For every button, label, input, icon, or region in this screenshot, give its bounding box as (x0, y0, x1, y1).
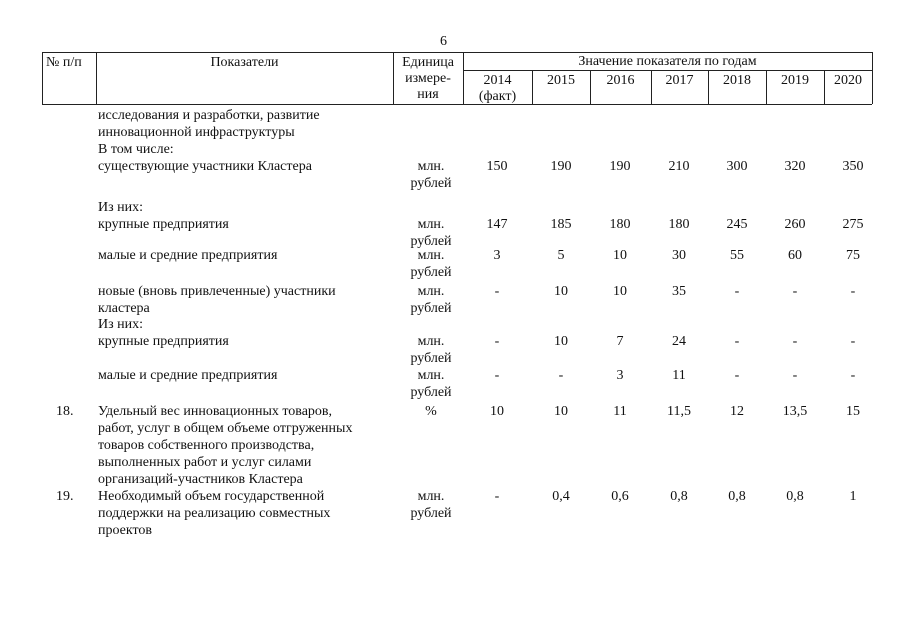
indicator-line: товаров собственного производства, (98, 438, 315, 453)
indicator-line: новые (вновь привлеченные) участники (98, 284, 336, 299)
indicator-text (98, 367, 398, 384)
value-cell: 11 (613, 404, 627, 419)
value-cell: 5 (557, 248, 565, 263)
value-cell: 12 (730, 404, 744, 419)
indicator-text (98, 107, 398, 175)
indicator-line: организаций-участников Кластера (98, 472, 303, 487)
unit-cell (400, 403, 462, 420)
header-values-group: Значение показателя по годам (578, 54, 757, 69)
value-cell: 3 (616, 368, 624, 383)
indicator-line: малые и средние предприятия (98, 248, 278, 263)
unit-line: рублей (410, 351, 452, 366)
value-cell: 275 (842, 217, 864, 232)
unit-line: млн. (417, 217, 445, 232)
row-number: 18. (56, 404, 74, 419)
value-cell: 7 (616, 334, 624, 349)
unit-cell (400, 216, 462, 250)
value-cell: 210 (668, 159, 690, 174)
value-cell: - (850, 368, 856, 383)
indicator-text (98, 316, 398, 350)
header-year: 2016 (606, 73, 635, 88)
value-cell: 300 (726, 159, 748, 174)
value-cell: - (494, 334, 500, 349)
unit-line: млн. (417, 334, 445, 349)
header-num: № п/п (46, 55, 82, 70)
value-cell: 10 (554, 334, 568, 349)
indicator-text (98, 403, 398, 488)
value-cell: 260 (784, 217, 806, 232)
value-cell: 0,8 (786, 489, 804, 504)
value-cell: 0,6 (611, 489, 629, 504)
value-cell: 13,5 (782, 404, 808, 419)
value-cell: 55 (730, 248, 744, 263)
indicator-line: Необходимый объем государственной (98, 489, 325, 504)
unit-line: % (425, 404, 437, 419)
value-cell: 35 (672, 284, 686, 299)
indicator-line: проектов (98, 523, 153, 538)
unit-line: рублей (410, 506, 452, 521)
indicator-line: Из них: (98, 317, 144, 332)
unit-cell (400, 158, 462, 192)
header-top-border (42, 52, 872, 53)
indicator-line: В том числе: (98, 142, 174, 157)
header-year: 2017 (665, 73, 694, 88)
value-cell: - (494, 284, 500, 299)
indicator-line: поддержки на реализацию совместных (98, 506, 331, 521)
value-cell: - (734, 334, 740, 349)
value-cell: 30 (672, 248, 686, 263)
unit-line: рублей (410, 301, 452, 316)
value-cell: 75 (846, 248, 860, 263)
header-year: 2018 (723, 73, 751, 88)
value-cell: 10 (613, 248, 627, 263)
unit-line: рублей (410, 265, 452, 280)
unit-line: рублей (410, 176, 452, 191)
value-cell: 1 (849, 489, 857, 504)
unit-line: млн. (417, 284, 445, 299)
value-cell: 60 (788, 248, 802, 263)
value-cell: 180 (609, 217, 631, 232)
header-year: 2015 (547, 73, 575, 88)
value-cell: - (792, 334, 798, 349)
indicator-line: существующие участники Кластера (98, 159, 312, 174)
header-year-note: (факт) (478, 89, 517, 104)
value-cell: 185 (550, 217, 572, 232)
unit-line: млн. (417, 159, 445, 174)
value-cell: 150 (486, 159, 508, 174)
unit-line: млн. (417, 248, 445, 263)
unit-cell (400, 367, 462, 401)
value-cell: 11,5 (667, 404, 691, 419)
header-vline (872, 52, 873, 104)
indicator-text (98, 488, 398, 539)
value-cell: 147 (486, 217, 508, 232)
value-cell: 0,8 (728, 489, 746, 504)
indicator-line: исследования и разработки, развитие (98, 108, 320, 123)
page-number: 6 (440, 34, 447, 49)
indicator-line: Из них: (98, 200, 144, 215)
value-cell: 0,4 (552, 489, 570, 504)
unit-line: млн. (417, 489, 445, 504)
value-cell: 10 (554, 404, 568, 419)
unit-line: млн. (417, 368, 445, 383)
value-cell: 10 (490, 404, 504, 419)
value-cell: - (558, 368, 564, 383)
value-cell: 24 (672, 334, 686, 349)
value-cell: 245 (726, 217, 748, 232)
value-cell: - (792, 284, 798, 299)
value-cell: 320 (784, 159, 806, 174)
indicator-line: выполненных работ и услуг силами (98, 455, 312, 470)
header-year: 2020 (834, 73, 862, 88)
value-cell: 190 (609, 159, 631, 174)
value-cell: 190 (550, 159, 572, 174)
indicator-line: крупные предприятия (98, 334, 229, 349)
years-group-divider (463, 70, 872, 71)
value-cell: 15 (846, 404, 860, 419)
header-indicators: Показатели (210, 55, 279, 70)
header-vline (42, 52, 43, 104)
value-cell: 3 (493, 248, 501, 263)
indicator-line: инновационной инфраструктуры (98, 125, 295, 140)
value-cell: - (734, 284, 740, 299)
indicator-line: крупные предприятия (98, 217, 229, 232)
value-cell: - (494, 368, 500, 383)
unit-line: рублей (410, 234, 452, 249)
header-year: 2014 (483, 73, 512, 88)
header-bottom-border (42, 104, 872, 105)
header-unit-line: Единица (402, 55, 454, 70)
value-cell: - (850, 334, 856, 349)
unit-cell (400, 488, 462, 522)
header-unit-line: ния (417, 87, 439, 102)
header-unit-line: измере- (405, 71, 451, 86)
value-cell: 180 (668, 217, 690, 232)
indicator-line: малые и средние предприятия (98, 368, 278, 383)
value-cell: - (850, 284, 856, 299)
value-cell: - (734, 368, 740, 383)
unit-cell (400, 247, 462, 281)
indicator-line: кластера (98, 301, 150, 316)
value-cell: 11 (672, 368, 686, 383)
row-number: 19. (56, 489, 74, 504)
indicator-text (98, 199, 398, 233)
indicator-line: Удельный вес инновационных товаров, (98, 404, 333, 419)
unit-cell (400, 283, 462, 317)
value-cell: - (494, 489, 500, 504)
indicator-text (98, 283, 398, 317)
value-cell: - (792, 368, 798, 383)
unit-line: рублей (410, 385, 452, 400)
header-year: 2019 (781, 73, 809, 88)
value-cell: 10 (613, 284, 627, 299)
unit-cell (400, 333, 462, 367)
value-cell: 10 (554, 284, 568, 299)
indicator-line: работ, услуг в общем объеме отгруженных (98, 421, 353, 436)
value-cell: 0,8 (670, 489, 688, 504)
indicator-text (98, 247, 398, 264)
value-cell: 350 (842, 159, 864, 174)
